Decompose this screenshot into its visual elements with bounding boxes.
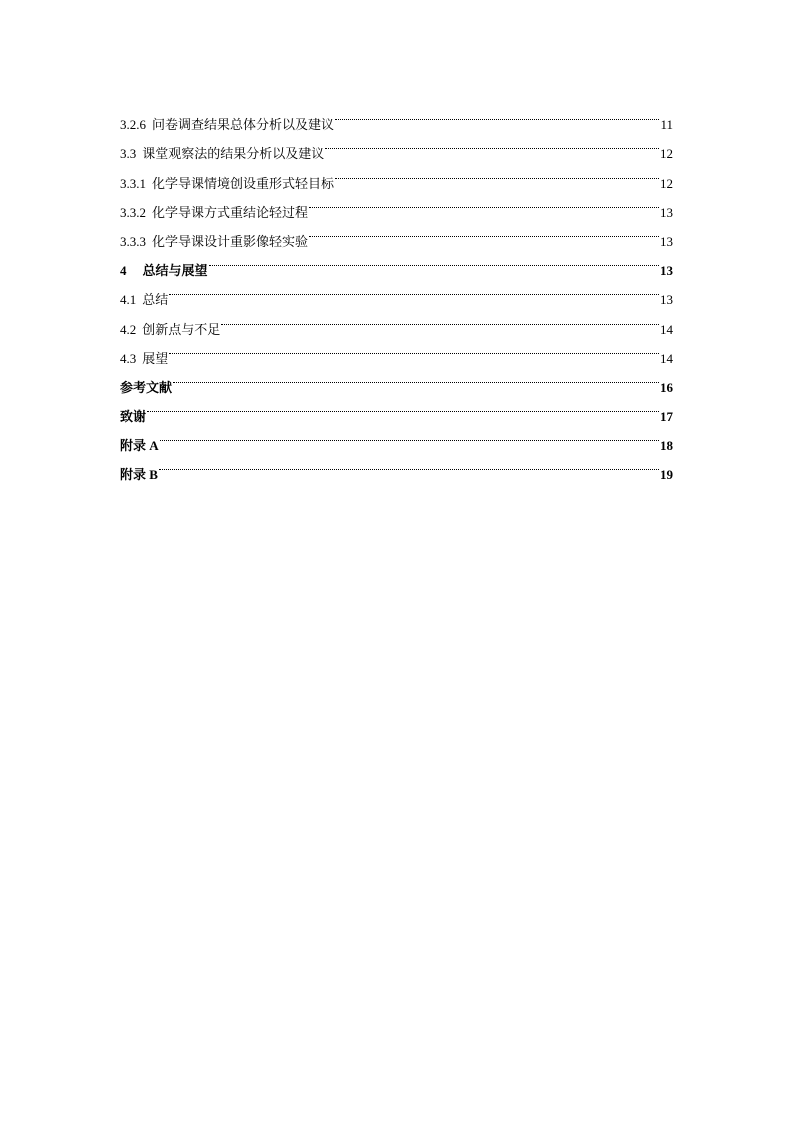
toc-entry-title: 化学导课设计重影像轻实验 — [152, 233, 309, 249]
toc-entry-title: 总结与展望 — [142, 263, 208, 279]
toc-entry-number: 4.2 — [120, 321, 137, 337]
toc-entry-title: 化学导课情境创设重形式轻目标 — [152, 175, 335, 191]
toc-entry-title: 展望 — [142, 350, 169, 366]
toc-dot-leader — [169, 334, 659, 363]
toc-entry-title: 附录 A — [120, 438, 159, 454]
toc-entry-acknowledgements[interactable] — [120, 392, 673, 425]
toc-entry-title: 创新点与不足 — [142, 321, 221, 337]
toc-entry-page: 13 — [660, 263, 673, 279]
toc-dot-leader — [147, 392, 659, 421]
toc-entry-page: 13 — [660, 204, 673, 220]
toc-entry-references[interactable] — [120, 363, 673, 395]
toc-entry-title: 参考文献 — [120, 379, 173, 395]
toc-entry-page: 11 — [660, 117, 673, 133]
toc-entry-title: 致谢 — [120, 409, 147, 425]
toc-dot-leader — [160, 421, 659, 450]
toc-entry-title: 课堂观察法的结果分析以及建议 — [142, 146, 325, 162]
toc-entry-number: 3.3 — [120, 146, 137, 162]
toc-entry-number: 4.3 — [120, 350, 137, 366]
toc-entry-page: 17 — [660, 409, 673, 425]
toc-entry-number: 3.3.1 — [120, 175, 146, 191]
toc-entry-page: 12 — [660, 146, 673, 162]
toc-dot-leader — [173, 363, 659, 392]
toc-dot-leader — [325, 129, 659, 158]
toc-dot-leader — [335, 158, 659, 187]
toc-entry-title: 总结 — [142, 292, 169, 308]
toc-entry-appendix-b[interactable] — [120, 450, 673, 483]
toc-entry-4-1[interactable] — [120, 275, 673, 308]
toc-entry-page: 19 — [660, 467, 673, 483]
toc-entry-number: 3.3.3 — [120, 233, 146, 249]
toc-entry-page: 18 — [660, 438, 673, 454]
toc-dot-leader — [335, 100, 659, 129]
toc-dot-leader — [209, 246, 659, 275]
toc-dot-leader — [309, 217, 659, 246]
toc-dot-leader — [221, 304, 659, 333]
toc-entry-page: 12 — [660, 175, 673, 191]
toc-entry-3-2-6[interactable] — [120, 100, 673, 133]
toc-entry-page: 13 — [660, 233, 673, 249]
toc-entry-4-3[interactable] — [120, 334, 673, 366]
table-of-contents — [120, 100, 673, 483]
toc-entry-page: 13 — [660, 292, 673, 308]
toc-dot-leader — [159, 450, 659, 479]
toc-entry-page: 14 — [660, 350, 673, 366]
toc-entry-number: 4 — [120, 263, 127, 279]
toc-entry-appendix-a[interactable] — [120, 421, 673, 454]
toc-entry-page: 14 — [660, 321, 673, 337]
toc-entry-page: 16 — [660, 379, 673, 395]
toc-entry-number: 3.3.2 — [120, 204, 146, 220]
toc-dot-leader — [169, 275, 659, 304]
toc-entry-title: 问卷调查结果总体分析以及建议 — [152, 117, 335, 133]
toc-entry-number: 3.2.6 — [120, 117, 146, 133]
toc-entry-number: 4.1 — [120, 292, 137, 308]
toc-entry-4-2[interactable] — [120, 304, 673, 337]
toc-entry-title: 附录 B — [120, 467, 158, 483]
toc-dot-leader — [309, 188, 659, 217]
toc-entry-title: 化学导课方式重结论轻过程 — [152, 204, 309, 220]
